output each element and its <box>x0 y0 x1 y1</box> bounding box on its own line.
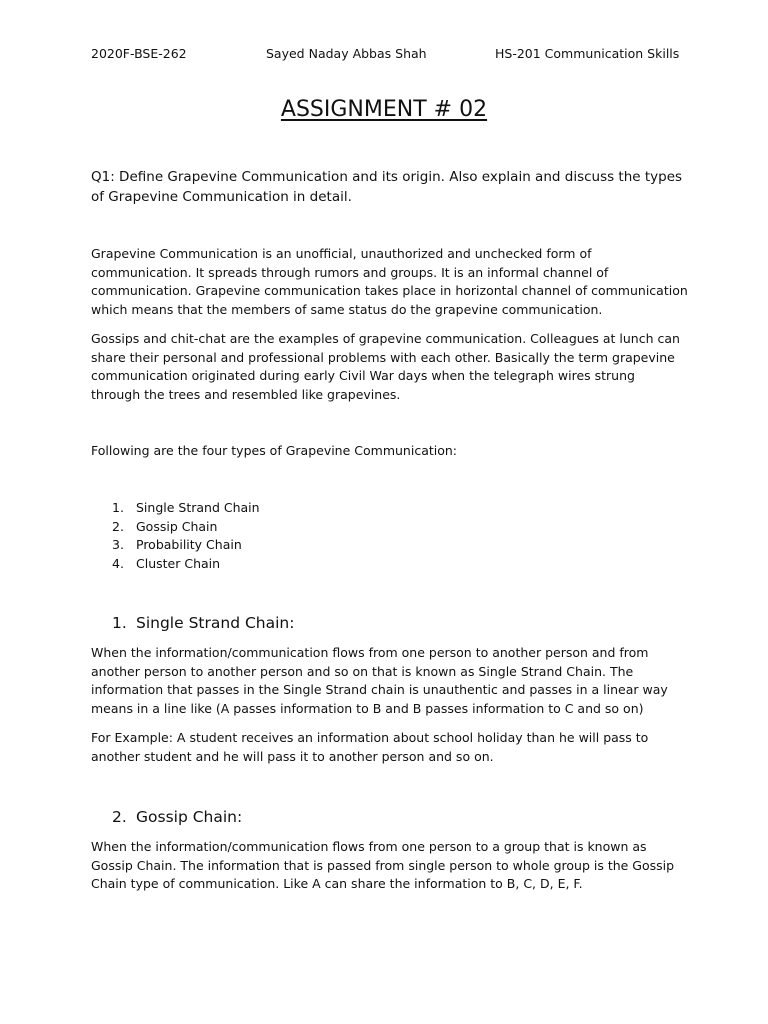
list-number: 1. <box>112 500 124 515</box>
list-label: Cluster Chain <box>136 556 221 572</box>
text-line: Gossip Chain. The information that is passed from single person to whole group is the Gossip <box>91 857 675 873</box>
list-number: 3. <box>112 537 124 553</box>
text-line: Chain type of communication. Like A can share the information to B, C, D, E, F. <box>91 876 583 892</box>
list-item <box>112 518 260 537</box>
text-line: communication originated during early Civil War days when the telegraph wires strung <box>91 368 635 384</box>
text-line: share their personal and professional problems with each other. Basically the term grapevine <box>91 349 675 365</box>
text-line: another person to another person and so on that is known as Single Strand Chain. The <box>91 663 634 679</box>
types-list <box>112 499 260 574</box>
list-number: 2. <box>112 518 124 534</box>
section-heading-gossip <box>112 807 242 827</box>
list-intro: Following are the four types of Grapevine Communication: <box>91 443 458 458</box>
single-strand-paragraph-1 <box>91 644 681 719</box>
list-label: Single Strand Chain <box>136 500 260 515</box>
header-course: HS-201 Communication Skills <box>495 46 680 61</box>
text-line: Gossips and chit-chat are the examples of grapevine communication. Colleagues at lunch can <box>91 331 680 346</box>
section-heading-text: Gossip Chain: <box>136 808 243 826</box>
header-student-id: 2020F-BSE-262 <box>91 46 187 61</box>
section-number: 1. <box>112 614 127 632</box>
section-number: 2. <box>112 808 127 826</box>
intro-paragraph-2 <box>91 330 681 405</box>
list-number: 4. <box>112 556 124 572</box>
text-line: Q1: Define Grapevine Communication and its origin. Also explain and discuss the types <box>91 169 683 185</box>
text-line: through the trees and resembled like grapevines. <box>91 387 401 403</box>
list-label: Gossip Chain <box>136 518 218 534</box>
text-line: communication. Grapevine communication takes place in horizontal channel of communication <box>91 283 688 299</box>
gossip-paragraph-1 <box>91 838 681 894</box>
list-label: Probability Chain <box>136 537 242 553</box>
text-line: For Example: A student receives an information about school holiday than he will pass to <box>91 730 649 745</box>
text-line: another student and he will pass it to another person and so on. <box>91 748 494 764</box>
section-heading-text: Single Strand Chain: <box>136 614 295 632</box>
page-title-text: ASSIGNMENT # 02 <box>280 97 488 122</box>
text-line: When the information/communication flows from one person to a group that is known as <box>91 839 647 854</box>
page-title <box>0 96 768 124</box>
list-item <box>112 555 260 574</box>
text-line: information that passes in the Single Strand chain is unauthentic and passes in a linear way <box>91 682 668 698</box>
text-line: Grapevine Communication is an unofficial, unauthorized and unchecked form of <box>91 246 592 261</box>
header-student-name: Sayed Naday Abbas Shah <box>266 46 427 61</box>
text-line: of Grapevine Communication in detail. <box>91 189 352 205</box>
text-line: which means that the members of same status do the grapevine communication. <box>91 302 603 318</box>
question-text <box>91 167 681 207</box>
list-item <box>112 536 260 555</box>
list-item <box>112 499 260 518</box>
section-heading-single-strand <box>112 613 294 633</box>
text-line: When the information/communication flows from one person to another person and from <box>91 645 649 660</box>
single-strand-paragraph-2 <box>91 729 681 766</box>
text-line: communication. It spreads through rumors and groups. It is an informal channel of <box>91 264 609 280</box>
intro-paragraph-1 <box>91 245 688 320</box>
text-line: means in a line like (A passes information to B and B passes information to C and so on) <box>91 701 644 717</box>
